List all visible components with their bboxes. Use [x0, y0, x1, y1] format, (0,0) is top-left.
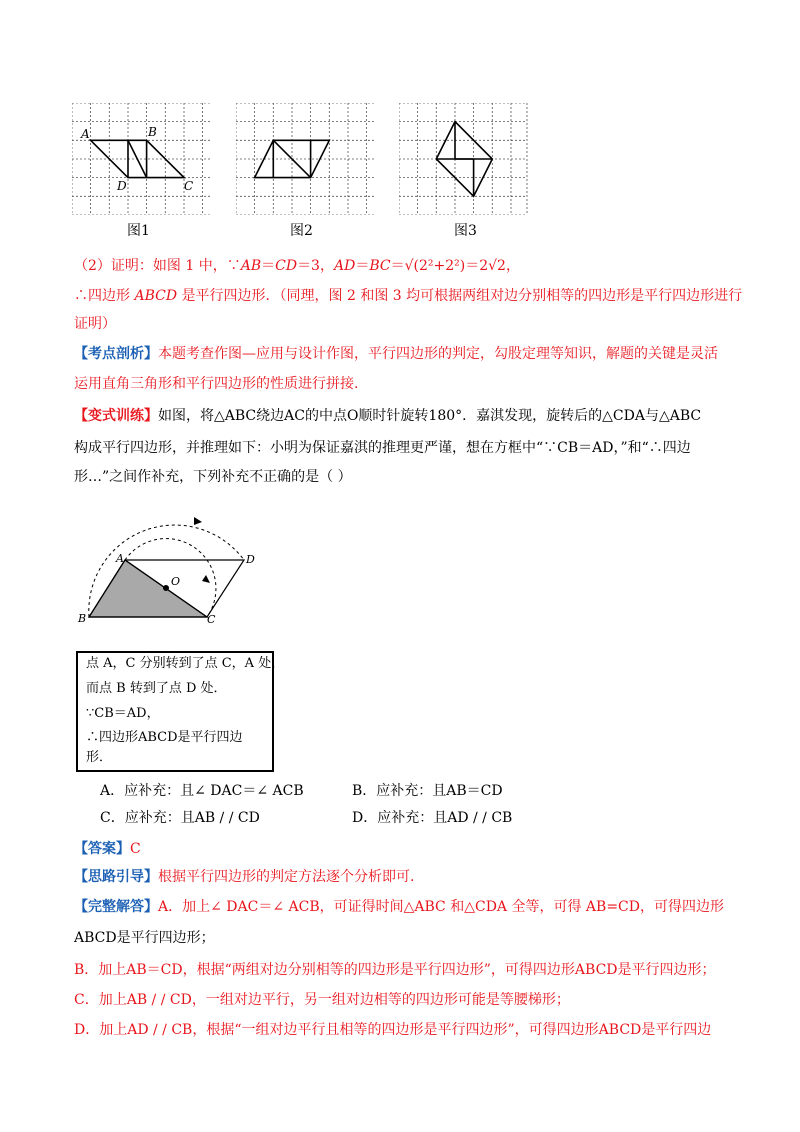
- hint-tag: 【思路引导】: [74, 869, 158, 885]
- figure-3-caption: 图3: [454, 223, 477, 239]
- figure-2: [236, 103, 376, 215]
- solution-line-a2: ABCD是平行四边形；: [74, 930, 215, 946]
- diagram-label-a: A: [116, 552, 124, 565]
- diagram-label-b: B: [78, 612, 87, 625]
- analysis-tag: 【考点剖析】: [74, 346, 158, 362]
- analysis-line-2: 运用直角三角形和平行四边形的性质进行拼接.: [74, 376, 359, 392]
- solution-line-c: C．加上AB ∕ ∕ CD，一组对边平行，另一组对边相等的四边形可能是等腰梯形；: [74, 992, 570, 1008]
- box-line-3: ∵CB＝AD，: [86, 706, 160, 721]
- box-line-4: ∴四边形ABCD是平行四边: [86, 730, 243, 745]
- hint-line: 【思路引导】根据平行四边形的判定方法逐个分析即可.: [74, 869, 415, 885]
- option-d: D．应补充：且AD ∕ ∕ CB: [352, 810, 513, 826]
- answer-line: [74, 839, 141, 859]
- reasoning-box: [76, 651, 285, 772]
- solution-line-b: B．加上AB＝CD，根据“两组对边分别相等的四边形是平行四边形”，可得四边形ABCD是平行四边形；: [74, 962, 716, 978]
- figure-1: [72, 103, 212, 215]
- solution-tag: 【完整解答】: [74, 899, 158, 915]
- diagram-label-c: C: [207, 613, 216, 626]
- box-line-1: 点 A，C 分别转到了点 C，A 处，: [86, 656, 285, 671]
- proof-line-3: 证明）: [74, 316, 116, 332]
- figure-3: [399, 103, 529, 215]
- box-line-2: 而点 B 转到了点 D 处．: [86, 681, 227, 696]
- rotation-diagram: [74, 505, 274, 635]
- diagram-label-o: O: [171, 575, 181, 588]
- fig1-label-a: A: [81, 127, 90, 141]
- option-b: B．应补充：且AB＝CD: [352, 783, 503, 799]
- training-tag: 【变式训练】: [74, 408, 158, 424]
- analysis-line-1: 【考点剖析】本题考查作图—应用与设计作图，平行四边形的判定，勾股定理等知识，解题的关键是灵活: [74, 346, 718, 362]
- training-line-1: 【变式训练】如图，将△ABC绕边AC的中点O顺时针旋转180°．嘉淇发现，旋转后的△CDA与△ABC: [74, 408, 702, 424]
- box-line-5: 形．: [86, 750, 113, 765]
- answer-tag: 【答案】: [74, 841, 130, 857]
- training-line-3: 形…”之间作补充，下列补充不正确的是（ ）: [74, 469, 352, 485]
- figure-1-caption: 图1: [127, 223, 150, 239]
- figure-2-caption: 图2: [290, 223, 313, 239]
- answer-value: C: [130, 841, 141, 857]
- fig1-label-c: C: [184, 179, 194, 193]
- fig1-label-b: B: [148, 125, 157, 139]
- fig1-label-d: D: [117, 179, 127, 193]
- option-a: A．应补充：且∠ DAC＝∠ ACB: [100, 783, 304, 799]
- training-line-2: 构成平行四边形，并推理如下：小明为保证嘉淇的推理更严谨，想在方框中“∵CB＝AD，”和“∴四边: [74, 440, 691, 456]
- solution-line-a1: 【完整解答】A．加上∠ DAC＝∠ ACB，可证得时间△ABC 和△CDA 全等，可得 AB=CD，可得四边形: [74, 899, 724, 915]
- proof-line-2: ∴四边形 ABCD 是平行四边形．（同理，图 2 和图 3 均可根据两组对边分别相等的四边形是平行四边形进行: [74, 288, 743, 304]
- proof-line-1: （2）证明：如图 1 中，∵AB＝CD＝3，AD＝BC＝√(2²+2²)＝2√2，: [74, 258, 520, 274]
- option-c: C．应补充：且AB ∕ ∕ CD: [100, 810, 260, 826]
- diagram-label-d: D: [246, 553, 255, 566]
- sqrt-expression: √(2²+2²): [404, 258, 466, 274]
- solution-line-d: D．加上AD ∕ ∕ CB，根据“一组对边平行且相等的四边形是平行四边形”，可得四边形ABCD是平行四边: [74, 1022, 712, 1038]
